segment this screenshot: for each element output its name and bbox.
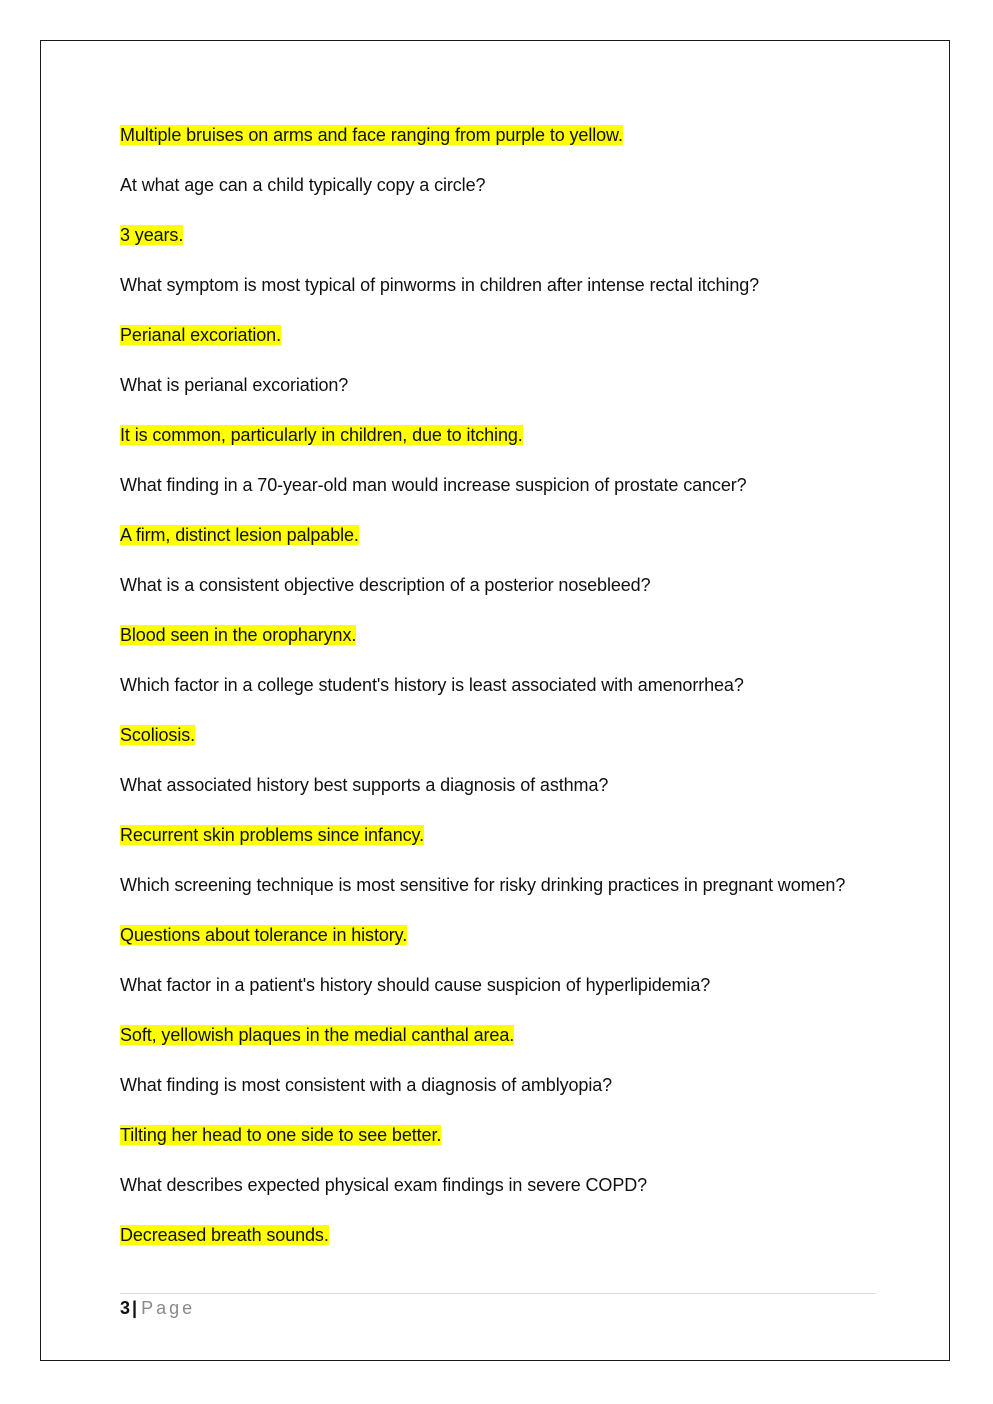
footer-separator: | (132, 1298, 138, 1318)
question-line: What is perianal excoriation? (120, 375, 349, 395)
question-line: What finding is most consistent with a diagnosis of amblyopia? (120, 1075, 613, 1095)
question-line: What associated history best supports a diagnosis of asthma? (120, 775, 609, 795)
question-line: What finding in a 70-year-old man would increase suspicion of prostate cancer? (120, 475, 747, 495)
page-number: 3 (120, 1298, 131, 1318)
answer-line: Multiple bruises on arms and face ranging from purple to yellow. (120, 125, 623, 145)
answer-line: Blood seen in the oropharynx. (120, 625, 357, 645)
question-line: What is a consistent objective description of a posterior nosebleed? (120, 575, 651, 595)
question-line: Which screening technique is most sensitive for risky drinking practices in pregnant women? (120, 875, 846, 895)
page-footer (120, 1297, 195, 1319)
answer-line: Scoliosis. (120, 725, 196, 745)
answer-line: Decreased breath sounds. (120, 1225, 329, 1245)
answer-line: 3 years. (120, 225, 184, 245)
answer-line: It is common, particularly in children, due to itching. (120, 425, 523, 445)
question-line: Which factor in a college student's history is least associated with amenorrhea? (120, 675, 744, 695)
question-line: What symptom is most typical of pinworms in children after intense rectal itching? (120, 275, 760, 295)
page-label: Page (141, 1298, 196, 1318)
answer-line: Perianal excoriation. (120, 325, 281, 345)
qa-content (120, 117, 880, 1267)
answer-line: Questions about tolerance in history. (120, 925, 408, 945)
answer-line: Tilting her head to one side to see better. (120, 1125, 442, 1145)
question-line: At what age can a child typically copy a circle? (120, 175, 486, 195)
answer-line: Soft, yellowish plaques in the medial canthal area. (120, 1025, 515, 1045)
question-line: What describes expected physical exam findings in severe COPD? (120, 1175, 648, 1195)
footer-divider (120, 1293, 875, 1294)
answer-line: Recurrent skin problems since infancy. (120, 825, 424, 845)
answer-line: A firm, distinct lesion palpable. (120, 525, 359, 545)
question-line: What factor in a patient's history should cause suspicion of hyperlipidemia? (120, 975, 711, 995)
